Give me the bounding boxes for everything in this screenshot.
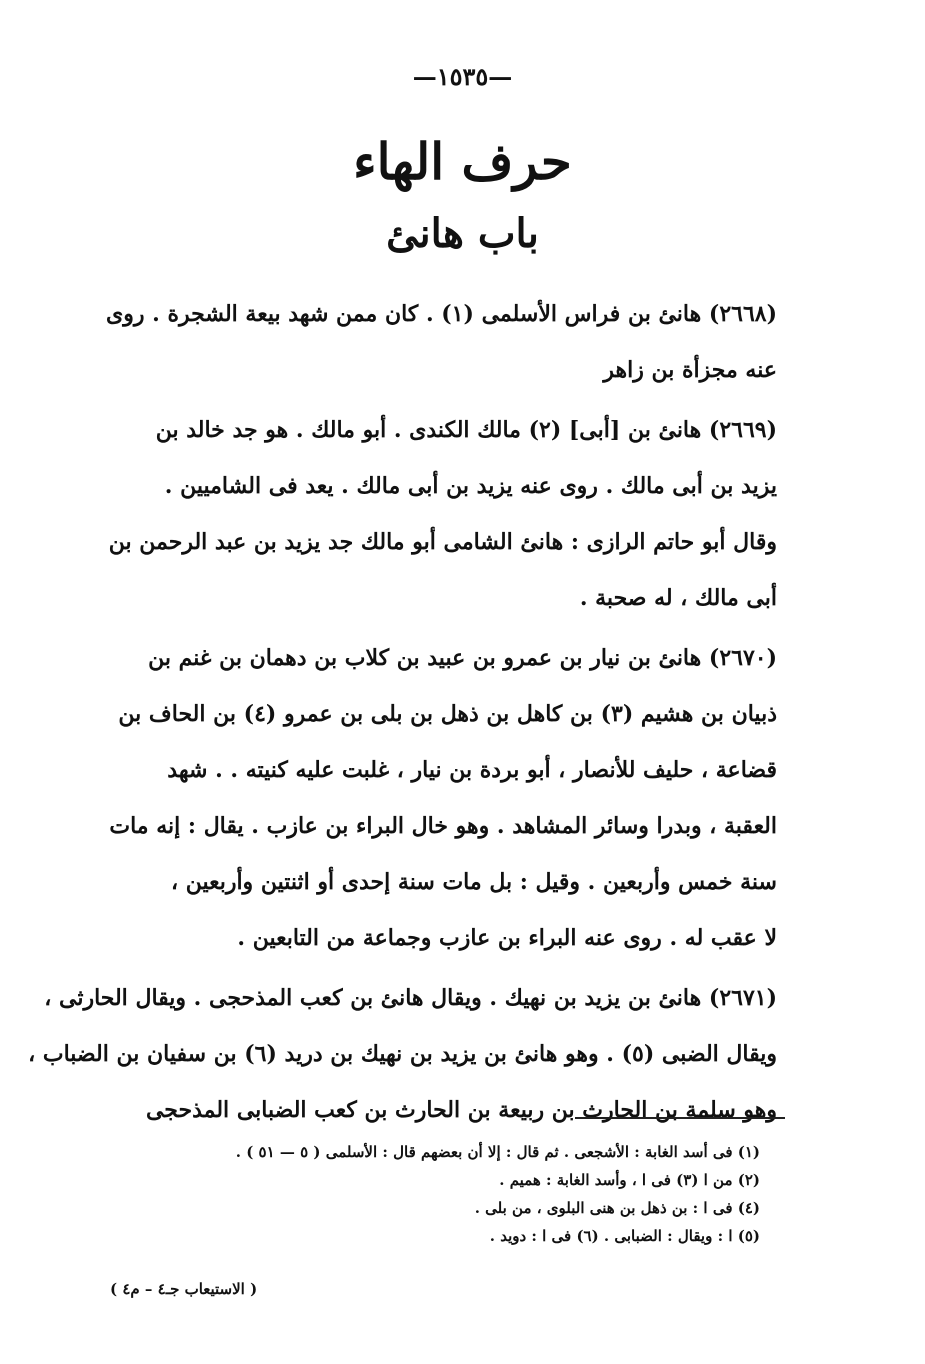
text-line: أبى مالك ، له صحبة . (579, 585, 777, 611)
footnote-5-6: (٥) ا : ويقال : الضبابى . (٦) فى ا : دويد . (489, 1227, 760, 1245)
text-line: عنه مجزأة بن زاهر (603, 357, 777, 383)
entry-2669 (108, 402, 777, 626)
entry-2670 (109, 630, 777, 966)
text-line: ذبيان بن هشيم (٣) بن كاهل بن ذهل بن بلى بن عمرو (٤) بن الحاف بن (118, 701, 777, 727)
text-line: ويقال الضبى (٥) . وهو هانئ بن يزيد بن نهيك بن دريد (٦) بن سفيان بن الضباب ، (28, 1041, 777, 1067)
text-line: وقال أبو حاتم الرازى : هانئ الشامى أبو مالك جد يزيد بن عبد الرحمن بن (108, 529, 777, 555)
page-number: —١٥٣٥— (412, 62, 513, 91)
text-line: (٢٦٧١) هانئ بن يزيد بن نهيك . ويقال هانئ بن كعب المذحجى . ويقال الحارثى ، (44, 985, 777, 1011)
footnote-2-3: (٢) من ا (٣) فى ا ، وأسد الغابة : هميم . (499, 1171, 760, 1189)
footnote-1: (١) فى أسد الغابة : الأشجعى . ثم قال : إلا أن بعضهم قال : الأسلمى ( ٥ — ٥١ ) . (235, 1143, 760, 1161)
book-reference: ( الاستيعاب جـ٤ – م٤ ) (110, 1280, 258, 1298)
text-line: قضاعة ، حليف للأنصار ، أبو بردة بن نيار ، غلبت عليه كنيته . . شهد (167, 757, 777, 783)
section-title: باب هانئ (386, 210, 539, 257)
chapter-title: حرف الهاء (353, 132, 572, 191)
text-line: (٢٦٦٩) هانئ بن [أبى] (٢) مالك الكندى . أبو مالك . هو جد خالد بن (155, 417, 777, 443)
text-line: سنة خمس وأربعين . وقيل : بل مات سنة إحدى أو اثنتين وأربعين ، (170, 869, 777, 895)
footnote-divider (575, 1117, 785, 1119)
text-line: (٢٦٦٨) هانئ بن فراس الأسلمى (١) . كان ممن شهد بيعة الشجرة . روى (106, 301, 777, 327)
text-line: (٢٦٧٠) هانئ بن نيار بن عمرو بن عبيد بن كلاب بن دهمان بن غنم بن (148, 645, 777, 671)
footnote-4: (٤) فى ا : بن ذهل بن هنى البلوى ، من بلى . (474, 1199, 760, 1217)
entry-2671 (28, 970, 777, 1138)
footnotes (140, 1138, 760, 1250)
text-line: العقبة ، وبدرا وسائر المشاهد . وهو خال البراء بن عازب . يقال : إنه مات (109, 813, 777, 839)
entry-2668 (106, 286, 777, 398)
body-text (28, 286, 777, 1142)
text-line: لا عقب له . روى عنه البراء بن عازب وجماعة من التابعين . (237, 925, 777, 951)
text-line: وهو سلمة بن الحارث بن ربيعة بن الحارث بن كعب الضبابى المذحجى (145, 1097, 777, 1123)
text-line: يزيد بن أبى مالك . روى عنه يزيد بن أبى مالك . يعد فى الشاميين . (164, 473, 777, 499)
